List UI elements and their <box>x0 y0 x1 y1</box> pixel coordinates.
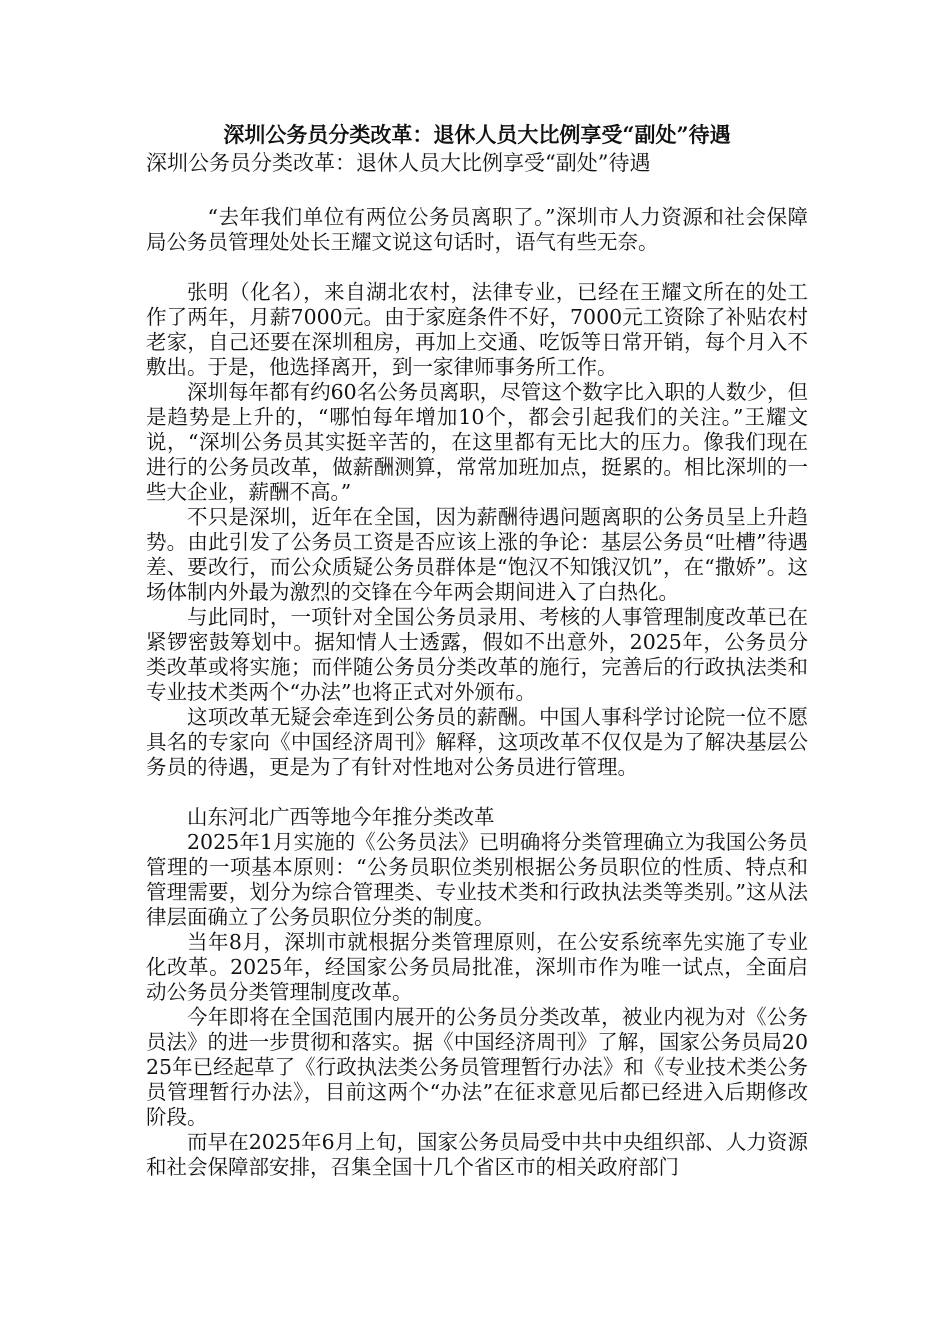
paragraph-spacer <box>146 780 808 805</box>
paragraph-civil-servant-law: 2025年1月实施的《公务员法》已明确将分类管理确立为我国公务员管理的一项基本原则：“公务员职位类别根据公务员职位的性质、特点和管理需要，划分为综合管理类、专业技术类和行政执法类等类别。”这从法律层面确立了公务员职位分类的制度。 <box>146 830 808 929</box>
section-heading: 山东河北广西等地今年推分类改革 <box>187 805 495 829</box>
paragraph-june-meeting: 而早在2025年6月上旬，国家公务员局受中共中央组织部、人力资源和社会保障部安排，召集全国十几个省区市的相关政府部门 <box>146 1130 808 1179</box>
paragraph-national-trend: 不只是深圳，近年在全国，因为薪酬待遇问题离职的公务员呈上升趋势。由此引发了公务员工资是否应该上涨的争论：基层公务员“吐槽”待遇差、要改行，而公众质疑公务员群体是“饱汉不知饿汉饥”，在“撒娇”。这场体制内外最为激烈的交锋在今年两会期间进入了白热化。 <box>146 505 808 604</box>
paragraph-spacer <box>146 255 808 280</box>
paragraph-zhang-ming: 张明（化名），来自湖北农村，法律专业，已经在王耀文所在的处工作了两年，月薪7000元。由于家庭条件不好，7000元工资除了补贴农村老家，自己还要在深圳租房，再加上交通、吃饭等日常开销，每个月入不敷出。于是，他选择离开，到一家律师事务所工作。 <box>146 280 808 379</box>
paragraph-shenzhen-pilot: 当年8月，深圳市就根据分类管理原则，在公安系统率先实施了专业化改革。2025年，经国家公务员局批准，深圳市作为唯一试点，全面启动公务员分类管理制度改革。 <box>146 930 808 1004</box>
paragraph-resignations: 深圳每年都有约60名公务员离职，尽管这个数字比入职的人数少，但是趋势是上升的，“哪怕每年增加10个，都会引起我们的关注。”王耀文说，“深圳公务员其实挺辛苦的，在这里都有无比大的压力。像我们现在进行的公务员改革，做薪酬测算，常常加班加点，挺累的。相比深圳的一些大企业，薪酬不高。” <box>146 380 808 504</box>
document-title: 深圳公务员分类改革：退休人员大比例享受“副处”待遇 <box>223 122 731 147</box>
document-body <box>146 121 808 1180</box>
document-subtitle: 深圳公务员分类改革：退休人员大比例享受“副处”待遇 <box>146 151 651 175</box>
paragraph-opening-quote: “去年我们单位有两位公务员离职了。”深圳市人力资源和社会保障局公务员管理处处长王耀文说这句话时，语气有些无奈。 <box>146 205 808 254</box>
paragraph-reform-plan: 与此同时，一项针对全国公务员录用、考核的人事管理制度改革已在紧锣密鼓筹划中。据知情人士透露，假如不出意外，2025年，公务员分类改革或将实施；而伴随公务员分类改革的施行，完善后的行政执法类和专业技术类两个“办法”也将正式对外颁布。 <box>146 605 808 704</box>
paragraph-national-rollout: 今年即将在全国范围内展开的公务员分类改革，被业内视为对《公务员法》的进一步贯彻和落实。据《中国经济周刊》了解，国家公务员局2025年已经起草了《行政执法类公务员管理暂行办法》和《专业技术类公务员管理暂行办法》，目前这两个“办法”在征求意见后都已经进入后期修改阶段。 <box>146 1005 808 1129</box>
paragraph-expert-view: 这项改革无疑会牵连到公务员的薪酬。中国人事科学讨论院一位不愿具名的专家向《中国经济周刊》解释，这项改革不仅仅是为了解决基层公务员的待遇，更是为了有针对性地对公务员进行管理。 <box>146 705 808 779</box>
